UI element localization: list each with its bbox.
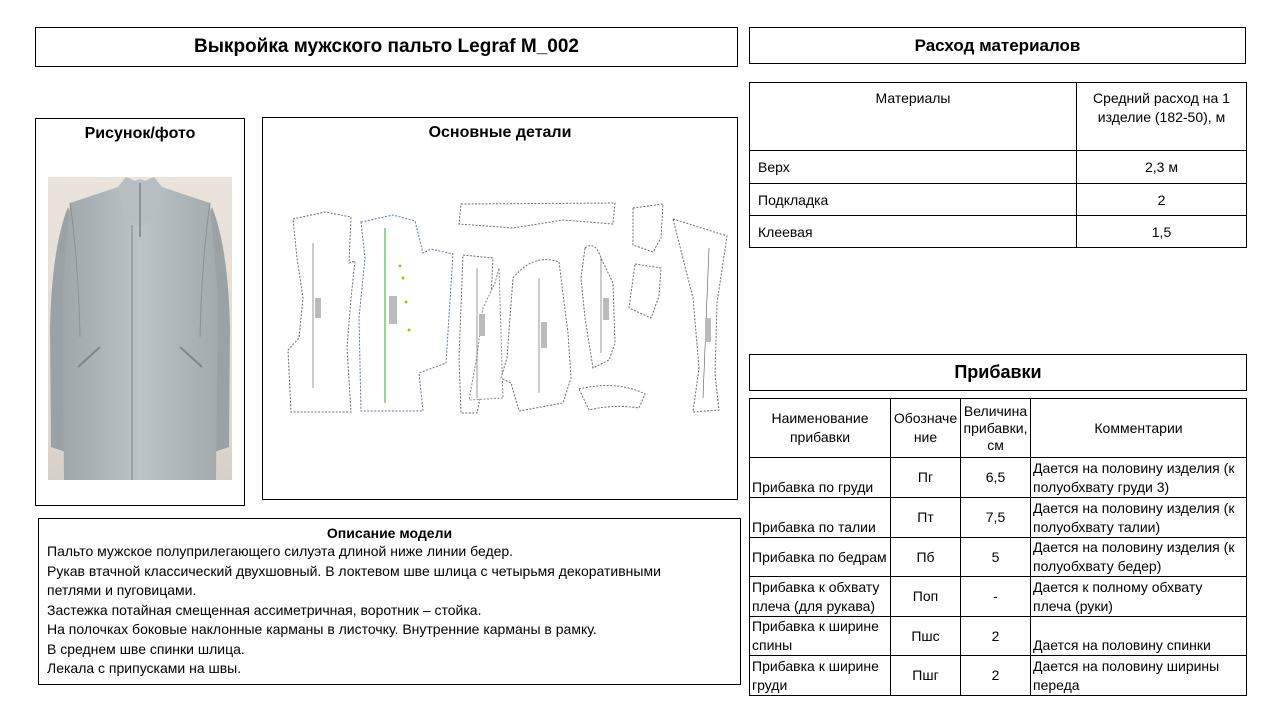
materials-header-material: Материалы <box>750 83 1077 151</box>
addition-value: - <box>961 577 1031 617</box>
additions-title-box <box>749 354 1247 391</box>
additions-title: Прибавки <box>954 362 1042 382</box>
additions-header-row <box>750 399 1247 458</box>
addition-value: 6,5 <box>961 458 1031 498</box>
additions-header-name: Наименование прибавки <box>750 399 891 458</box>
addition-name: Прибавка по бедрам <box>750 538 891 577</box>
additions-row <box>750 498 1247 538</box>
page-title-box <box>35 27 738 67</box>
materials-header-consumption: Средний расход на 1 изделие (182-50), м <box>1077 83 1247 151</box>
addition-value: 2 <box>961 617 1031 656</box>
materials-title: Расход материалов <box>914 35 1081 55</box>
materials-row <box>750 184 1247 216</box>
addition-comment: Дается на половину изделия (к полуобхвату бедер) <box>1031 538 1247 577</box>
materials-row <box>750 216 1247 248</box>
description-line: На полочках боковые наклонные карманы в листочку. Внутренние карманы в рамку. <box>47 621 597 637</box>
materials-row <box>750 151 1247 184</box>
additions-row <box>750 458 1247 498</box>
details-panel <box>262 117 738 500</box>
addition-name: Прибавка к ширине груди <box>750 656 891 696</box>
addition-name: Прибавка по талии <box>750 498 891 538</box>
front-piece <box>359 215 453 411</box>
addition-name: Прибавка к ширине спины <box>750 617 891 656</box>
photo-panel <box>35 118 245 506</box>
additions-row <box>750 617 1247 656</box>
description-title: Описание модели <box>326 525 453 541</box>
coat-photo <box>48 177 232 480</box>
description-lines <box>47 542 697 679</box>
material-amount: 2 <box>1077 184 1247 216</box>
addition-symbol: Пт <box>891 498 961 538</box>
description-line: Застежка потайная смещенная ассиметричная, воротник – стойка. <box>47 601 482 618</box>
details-panel-title: Основные детали <box>428 124 572 141</box>
page-title: Выкройка мужского пальто Legraf M_002 <box>193 36 579 57</box>
pattern-pieces-drawing <box>263 118 737 499</box>
addition-comment: Дается на половину ширины переда <box>1031 656 1247 696</box>
additions-header-symbol: Обозначение <box>891 399 961 458</box>
materials-table <box>749 82 1247 248</box>
description-line: Рукав втачной классический двухшовный. В локтевом шве шлица с четырьмя декоративными петлями и пуговицами. <box>47 562 661 598</box>
material-name: Клеевая <box>750 216 1077 248</box>
additions-row <box>750 538 1247 577</box>
additions-row <box>750 656 1247 696</box>
materials-title-box <box>749 27 1246 64</box>
addition-comment: Дается на половину спинки <box>1031 617 1247 656</box>
addition-symbol: Пб <box>891 538 961 577</box>
addition-symbol: Пшг <box>891 656 961 696</box>
additions-table <box>749 398 1247 696</box>
addition-value: 2 <box>961 656 1031 696</box>
addition-name: Прибавка по груди <box>750 458 891 498</box>
addition-comment: Дается на половину изделия (к полуобхвату талии) <box>1031 498 1247 538</box>
description-line: В среднем шве спинки шлица. <box>47 640 245 657</box>
materials-header-row <box>750 83 1247 151</box>
addition-comment: Дается на половину изделия (к полуобхвату груди 3) <box>1031 458 1247 498</box>
additions-row <box>750 577 1247 617</box>
additions-header-comment: Комментарии <box>1031 399 1247 458</box>
addition-name: Прибавка к обхвату плеча (для рукава) <box>750 577 891 617</box>
addition-symbol: Поп <box>891 577 961 617</box>
material-name: Подкладка <box>750 184 1077 216</box>
material-amount: 2,3 м <box>1077 151 1247 184</box>
material-name: Верх <box>750 151 1077 184</box>
additions-header-value: Величина прибавки, см <box>961 399 1031 458</box>
addition-symbol: Пг <box>891 458 961 498</box>
material-amount: 1,5 <box>1077 216 1247 248</box>
addition-symbol: Пшс <box>891 617 961 656</box>
addition-value: 7,5 <box>961 498 1031 538</box>
description-line: Пальто мужское полуприлегающего силуэта длиной ниже линии бедер. <box>47 543 514 559</box>
description-line: Лекала с припусками на швы. <box>47 660 242 676</box>
addition-value: 5 <box>961 538 1031 577</box>
description-box <box>38 518 741 685</box>
addition-comment: Дается к полному обхвату плеча (руки) <box>1031 577 1247 617</box>
photo-panel-title: Рисунок/фото <box>84 125 196 142</box>
